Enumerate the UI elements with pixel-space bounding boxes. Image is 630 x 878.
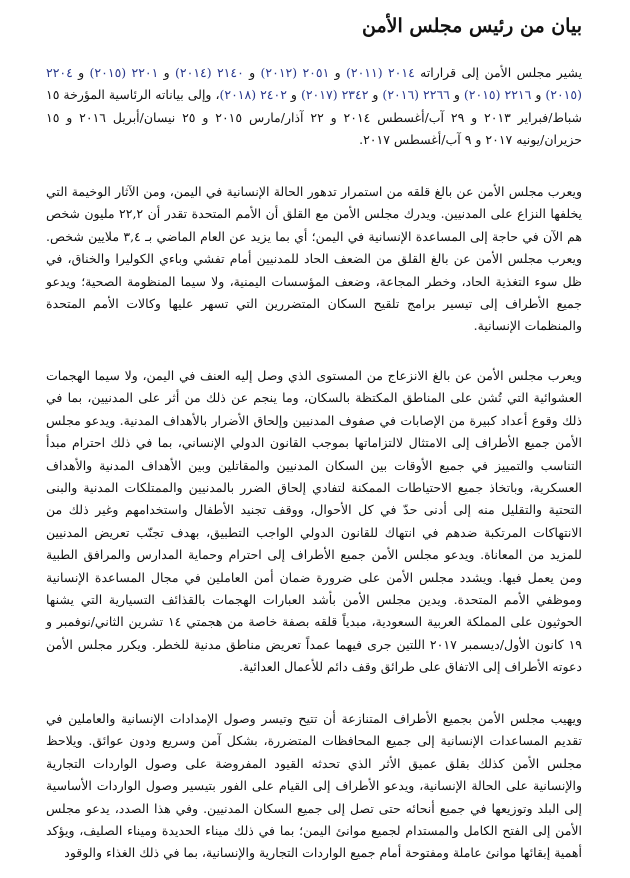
- resolution-ref-2014[interactable]: ٢٠١٤ (٢٠١١): [345, 65, 415, 80]
- resolution-ref-2402[interactable]: ٢٤٠٢ (٢٠١٨): [219, 87, 287, 103]
- resolution-ref-2204[interactable]: ٢٢٠٤ (٢٠١٥): [46, 65, 582, 103]
- paragraph-4: ويهيب مجلس الأمن بجميع الأطراف المتنازعة أن تتيح وتيسر وصول الإمدادات الإنسانية والعاملين في تقديم المساعدات الإنسانية إلى جميع المحافظات المتضررة، بشكل آمن وسريع ودون عوائق. ويلاحظ مجلس الأمن كذلك بقلق عميق الأثر الذي تحدثه القيود المفروضة على وصول الواردات التجارية والإنسانية على الحالة الإنسانية، ويدعو الأطراف إلى القيام على الفور بتيسير وصول الواردات الأساسية إلى البلد وتوزيعها في جميع أنحائه حتى تصل إلى جميع السكان المدنيين. وفي هذا الصدد، يدعو مجلس الأمن إلى الفتح الكامل والمستدام لجميع موانئ اليمن؛ بما في ذلك ميناء الحديدة وميناء الصليف، ويؤكد أهمية إبقائها موانئ عاملة ومفتوحة أمام جميع الواردات التجارية والإنسانية، بما في ذلك الغذاء والوقود: [46, 711, 582, 861]
- paragraph-1-intro: يشير مجلس الأمن إلى قراراته: [414, 65, 583, 80]
- resolution-ref-2201[interactable]: ٢٢٠١ (٢٠١٥): [89, 65, 159, 80]
- paragraph-3: ويعرب مجلس الأمن عن بالغ الانزعاج من المستوى الذي وصل إليه العنف في اليمن، ولا سيما الهجمات العشوائية التي تُشن على المناطق المكتظة بالسكان، وما ينجم عن ذلك من أثر على المدنيين، بما في ذلك وقوع أعداد كبيرة من الإصابات في صفوف المدنيين وإلحاق الأضرار بالأهداف المدنية. ويدعو مجلس الأمن جميع الأطراف إلى الامتثال لالتزاماتها بموجب القانون الدولي الإنساني، بما في ذلك احترام مبدأ التناسب والتمييز في جميع الأوقات بين السكان المدنيين والمقاتلين وبين الأهداف المدنية والأهداف العسكرية، وباتخاذ جميع الاحتياطات الممكنة لتفادي إلحاق الضرر بالمدنيين والممتلكات المدنية والبنى التحتية والتقليل منه إلى أدنى حدّ في كل الأحوال، ووقف تجنيد الأطفال واستخدامهم وغير ذلك من الانتهاكات المرتكبة ضدهم في انتهاك للقانون الدولي الواجب التطبيق، بهدف تجنّب تعريض المدنيين للمزيد من المعاناة. ويدعو مجلس الأمن جميع الأطراف إلى احترام وحماية المدارس والمرافق الطبية ومن يعمل فيها. ويشدد مجلس الأمن على ضرورة ضمان أمن العاملين في مجال المساعدة الإنسانية وموظفي الأمم المتحدة. ويدين مجلس الأمن بأشد العبارات الهجمات بالقذائف التسيارية التي يشنها الحوثيون على المملكة العربية السعودية، مبدياً قلقه بصفة خاصة من هجمتي ١٤ تشرين الثاني/نوفمبر و ١٩ كانون الأول/ديسمبر ٢٠١٧ اللتين جرى فيهما عمداً تعريض مناطق مدنية للخطر. ويكرر مجلس الأمن دعوته الأطراف إلى الاتفاق على طرائق وقف دائم للأعمال العدائية.: [46, 368, 582, 675]
- resolution-ref-2342[interactable]: ٢٣٤٢ (٢٠١٧): [300, 87, 369, 103]
- resolution-ref-2140[interactable]: ٢١٤٠ (٢٠١٤): [175, 65, 244, 80]
- paragraph-1-tail: ، وإلى بياناته الرئاسية المؤرخة ١٥ شباط/فبراير ٢٠١٣ و ٢٩ آب/أغسطس ٢٠١٤ و ٢٢ آذار/مارس ٢٠١٥ و ٢٥ نيسان/أبريل ٢٠١٦ و ١٥ حزيران/يونيه ٢٠١٧ و ٩ آب/أغسطس ٢٠١٧.: [46, 87, 583, 148]
- paragraph-2: ويعرب مجلس الأمن عن بالغ قلقه من استمرار تدهور الحالة الإنسانية في اليمن، ومن الآثار الوخيمة التي يخلفها النزاع على المدنيين. ويدرك مجلس الأمن مع القلق أن الأمم المتحدة تقدر أن ٢٢,٢ مليون شخص هم الآن في حاجة إلى المساعدة الإنسانية في اليمن؛ أي بما يزيد عن العام الماضي بـ ٣,٤ ملايين شخص. ويعرب مجلس الأمن عن بالغ القلق من الضعف الحاد للمدنيين أمام تفشي وباءي الكوليرا والخناق، في ظل سوء التغذية الحاد، وخطر المجاعة، وضعف المؤسسات اليمنية، ولا سيما المنظومة الصحية؛ ويدعو جميع الأطراف إلى تيسير برامج تلقيح السكان المتضررين التي تسهر عليها وكالات الأمم المتحدة والمنظمات الإنسانية.: [46, 184, 583, 334]
- resolution-ref-2266[interactable]: ٢٢٦٦ (٢٠١٦): [382, 87, 450, 103]
- page-title: بيان من رئيس مجلس الأمن: [362, 15, 582, 37]
- paragraph-1: يشير مجلس الأمن إلى قراراته ٢٠١٤ (٢٠١١) و ٢٠٥١ (٢٠١٢) و ٢١٤٠ (٢٠١٤) و ٢٢٠١ (٢٠١٥) و ٢٢٠٤ (٢٠١٥) و ٢٢١٦ (٢٠١٥) و ٢٢٦٦ (٢٠١٦) و ٢٣٤٢ (٢٠١٧) و ٢٤٠٢ (٢٠١٨)، وإلى بياناته الرئاسية المؤرخة ١٥ شباط/فبراير ٢٠١٣ و ٢٩ آب/أغسطس ٢٠١٤ و ٢٢ آذار/مارس ٢٠١٥ و ٢٥ نيسان/أبريل ٢٠١٦ و ١٥ حزيران/يونيه ٢٠١٧ و ٩ آب/أغسطس ٢٠١٧.: [46, 65, 583, 148]
- resolution-ref-2216[interactable]: ٢٢١٦ (٢٠١٥): [463, 87, 532, 103]
- resolution-ref-2051[interactable]: ٢٠٥١ (٢٠١٢): [260, 65, 330, 80]
